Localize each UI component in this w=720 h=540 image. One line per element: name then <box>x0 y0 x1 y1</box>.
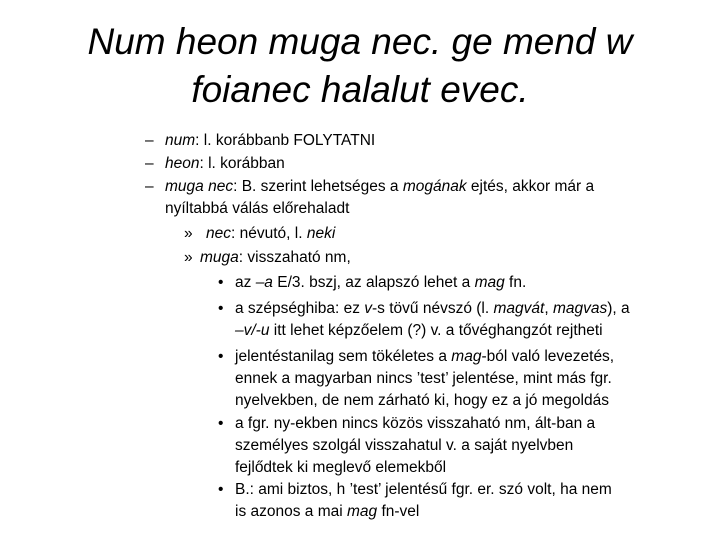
item-line-2: is azonos a mai mag fn-vel <box>235 503 420 520</box>
list-item-sub-1 <box>218 272 695 294</box>
list-item-muga <box>184 247 351 269</box>
item-line-2: nyíltabbá válás előrehaladt <box>165 200 350 217</box>
list-item-nec <box>184 223 336 245</box>
item-line-2: ennek a magyarban nincs ’test’ jelentése, mint más fgr. <box>235 370 612 387</box>
item-line-1: a fgr. ny-ekben nincs közös visszaható nm, ált-ban a <box>235 415 596 432</box>
term: muga: visszaható nm, <box>200 249 351 266</box>
term: heon: l. korábban <box>165 155 285 172</box>
item-line-1: muga nec: B. szerint lehetséges a mogának ejtés, akkor már a <box>165 178 595 195</box>
dash-marker: – <box>145 155 154 172</box>
guillemet-marker: » <box>184 249 193 266</box>
bullet-marker: • <box>218 415 224 432</box>
dash-marker: – <box>145 132 154 149</box>
item-line-2: –v/-u itt lehet képzőelem (?) v. a tővéghangzót rejtheti <box>235 322 603 339</box>
slide-title <box>40 18 680 114</box>
list-item-heon <box>145 153 285 175</box>
item-line-3: fejlődtek ki meglevő elemekből <box>235 459 447 476</box>
bullet-marker: • <box>218 348 224 365</box>
bullet-marker: • <box>218 274 224 291</box>
list-item-sub-3 <box>218 346 705 412</box>
bullet-marker: • <box>218 300 224 317</box>
list-item-sub-4 <box>218 413 705 479</box>
list-item-sub-2 <box>218 298 705 342</box>
item-line-1: a szépséghiba: ez v-s tövű névszó (l. magvát, magvas), a <box>235 300 630 317</box>
list-item-num <box>145 130 376 152</box>
dash-marker: – <box>145 178 154 195</box>
term: num: l. korábbanb FOLYTATNI <box>165 132 376 149</box>
bullet-marker: • <box>218 481 224 498</box>
item-line-1: jelentéstanilag sem tökéletes a mag-ból való levezetés, <box>235 348 615 365</box>
guillemet-marker: » <box>184 225 193 242</box>
term: nec: névutó, l. neki <box>206 225 336 242</box>
list-item-muga-nec <box>145 176 685 220</box>
item-line-1: az –a E/3. bszj, az alapszó lehet a mag fn. <box>235 274 527 291</box>
title-line-2: foianec halalut evec. <box>191 69 529 110</box>
item-line-3: nyelvekben, de nem zárható ki, hogy ez a jó megoldás <box>235 392 609 409</box>
item-line-2: személyes szolgál visszahatul v. a saját nyelvben <box>235 437 574 454</box>
title-line-1: Num heon muga nec. ge mend w <box>87 21 633 62</box>
item-line-1: B.: ami biztos, h ’test’ jelentésű fgr. er. szó volt, ha nem <box>235 481 612 498</box>
list-item-sub-5 <box>218 479 705 523</box>
